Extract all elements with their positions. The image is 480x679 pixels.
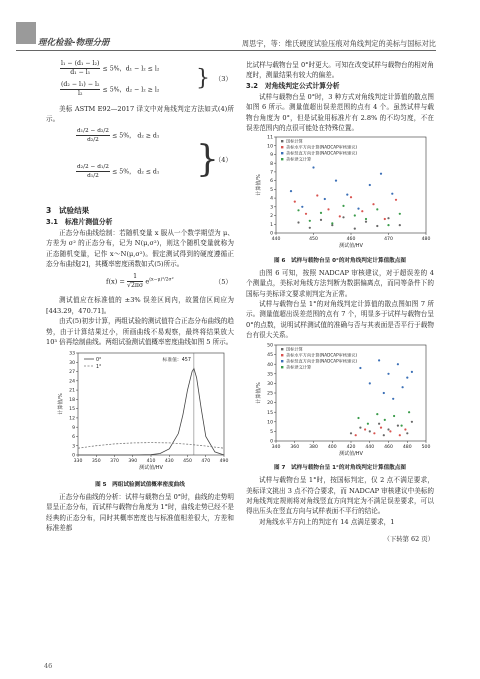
legend-swatch <box>281 354 283 356</box>
equation-5: f(x) = $\frac{1}{√2\pi\sigma}$ $e^{(x-\mu)^2/2\sigma^2}$ （5） <box>106 273 232 290</box>
page-header <box>0 0 480 56</box>
series-line-0 <box>78 369 224 456</box>
data-point-square <box>297 222 299 224</box>
eq3-denominator-2: l₂ <box>77 90 83 97</box>
x-tick-label: 480 <box>421 237 431 243</box>
data-point-diamond <box>376 209 378 211</box>
data-point-triangle <box>411 370 413 372</box>
data-point-circle <box>372 204 374 206</box>
y-tick-label: 10 <box>267 420 273 426</box>
eq5-numerator: 1 <box>127 273 143 282</box>
paragraph: 由图 6 可知，按照 NADCAP 审核建议，对于超误差的 4 个测量点，美标对角线方法判断为数据偏离点，而同等条件下的国标与美标译文要求则判定为正常。 <box>246 268 434 298</box>
x-axis-label: 测试值/HV <box>339 450 363 457</box>
legend-label: 国标计算 <box>286 138 303 144</box>
y-tick-label: 30 <box>69 361 75 367</box>
data-point-triangle <box>301 206 303 208</box>
x-tick-label: 470 <box>384 237 393 243</box>
data-point-square <box>387 428 389 430</box>
x-tick-label: 490 <box>219 459 229 465</box>
data-point-square <box>376 225 378 227</box>
journal-name: 理化检验-物理分册 <box>38 38 110 48</box>
data-point-square <box>387 218 389 220</box>
data-point-square <box>406 432 408 434</box>
data-point-diamond <box>297 210 299 212</box>
x-tick-label: 460 <box>384 444 393 450</box>
data-point-circle <box>389 430 391 432</box>
figure-7 <box>246 341 434 462</box>
subsection-heading: 3.1 标准片测值分析 <box>46 217 113 226</box>
data-point-diamond <box>331 223 333 225</box>
data-point-triangle <box>380 173 382 175</box>
data-point-square <box>320 219 322 221</box>
legend-label: 国标计算 <box>286 346 303 352</box>
y-tick-label: 0 <box>72 454 75 460</box>
y-tick-label: 21 <box>69 389 75 395</box>
eq4-condition-1b: d₂ ≥ d₁ <box>137 132 160 140</box>
right-column <box>246 60 434 550</box>
data-point-triangle <box>397 363 399 365</box>
data-point-diamond <box>365 218 367 220</box>
y-tick-label: 15 <box>69 407 75 413</box>
y-tick-label: 5 <box>270 188 273 194</box>
data-point-square <box>350 432 352 434</box>
data-point-circle <box>294 201 296 203</box>
x-tick-label: 440 <box>365 444 375 450</box>
x-tick-label: 390 <box>128 459 138 465</box>
y-tick-label: 11 <box>267 136 273 142</box>
eq4-condition-2b: d₂ ≤ d₁ <box>137 168 160 176</box>
legend-swatch <box>281 366 283 368</box>
y-tick-label: 18 <box>69 398 75 404</box>
y-tick-label: 4 <box>270 197 273 203</box>
paragraph: 测试值应在标准值的 ±3% 误差区间内，故置信区间应为[443.29，470.71]。 <box>46 296 234 315</box>
data-point-circle <box>339 216 341 218</box>
data-point-diamond <box>384 418 386 420</box>
data-point-diamond <box>401 424 403 426</box>
y-tick-label: 0 <box>270 439 273 445</box>
y-tick-label: 8 <box>270 162 273 168</box>
data-point-circle <box>384 218 386 220</box>
legend-label: 美标译文计算 <box>286 156 312 162</box>
data-point-triangle <box>387 372 389 374</box>
figure-5-caption: 图 5 两组试验测试值概率密度曲线 <box>95 481 185 488</box>
data-point-square <box>365 221 367 223</box>
subsection-heading: 3.2 对角线判定公式计算分析 <box>246 81 340 90</box>
paragraph: 比试样与载物台呈 0°时更大。可知在改变试样与载物台的相对角度时，测量结果有较大的偏差。 <box>246 61 434 80</box>
data-point-triangle <box>369 382 371 384</box>
paragraph: 对角线水平方向上的判定有 14 点满足要求，1 <box>259 517 395 526</box>
equation-4: $\frac{\text{d₁/2 − d₂/2}}{\text{d₂/2}}$ ≤ 5%， d₂ ≥ d₁ $\frac{\text{d₂/2 − d₁/2}}{\text{d₁/2}}$ ≤ 5%， d₂ ≤ d₁ } （4） <box>77 127 232 180</box>
data-point-triangle <box>346 194 348 196</box>
y-tick-label: 1 <box>270 223 273 229</box>
data-point-circle <box>404 428 406 430</box>
continued-note: （下转第 62 页） <box>383 534 434 543</box>
data-point-triangle <box>324 198 326 200</box>
legend-swatch <box>281 360 283 362</box>
paragraph: 由式(5)初步计算，两组试验的测试值符合正态分布曲线的趋势，由于计算结果过小，所画曲线不易观察，最终将结果放大 10³ 倍再绘制曲线。两组试验测试值概率密度曲线如图 5 所示。 <box>46 317 234 347</box>
legend-label: 0° <box>96 358 102 364</box>
data-point-circle <box>380 426 382 428</box>
legend-label: 美标译文计算 <box>286 364 312 370</box>
figure-6 <box>246 133 434 254</box>
data-point-triangle <box>406 376 408 378</box>
legend-swatch <box>281 348 283 350</box>
y-tick-label: 6 <box>72 435 75 441</box>
figure-7-caption: 图 7 试样与载物台呈 1°的对角线判定计算值散点图 <box>274 465 406 472</box>
data-point-diamond <box>393 415 395 417</box>
paragraph: 试样与载物台呈 0°时，3 种方式对角线判定计算值的散点图如图 6 所示。测量值超出误差范围的点有 4 个。虽然试样与载物台角度为 0°，但是试验用标准片有 2.8% 的不均匀度，不在误差范围内的点很可能处在特殊位置。 <box>246 92 434 133</box>
data-point-square <box>383 434 385 436</box>
x-tick-label: 470 <box>201 459 211 465</box>
x-tick-label: 420 <box>346 444 356 450</box>
legend-label: 美标竖直方向计算(NADCAP审核建议) <box>286 150 358 156</box>
data-point-diamond <box>342 205 344 207</box>
x-tick-label: 360 <box>290 444 300 450</box>
legend-swatch <box>281 152 283 154</box>
data-point-triangle <box>290 190 292 192</box>
paragraph: 正态分布曲线绘制：若随机变量 x 服从一个数学期望为 μ、方差为 σ² 的正态分布，记为 N(μ,σ²)，则这个随机变量就称为正态随机变量，记作 x～N(μ,σ²)。假定测试得到的硬度遵循正态分布曲线[2]，其概率密度函数如式(5)所示。 <box>46 228 234 269</box>
data-point-circle <box>350 197 352 199</box>
data-point-diamond <box>387 224 389 226</box>
x-tick-label: 450 <box>183 459 192 465</box>
x-tick-label: 440 <box>271 237 281 243</box>
y-tick-label: 33 <box>69 352 75 358</box>
legend-label: 美标竖直方向计算(NADCAP审核建议) <box>286 358 358 364</box>
data-point-diamond <box>309 220 311 222</box>
y-tick-label: 35 <box>267 372 273 378</box>
data-point-diamond <box>408 411 410 413</box>
data-point-square <box>309 227 311 229</box>
data-point-circle <box>361 211 363 213</box>
x-tick-label: 380 <box>309 444 318 450</box>
y-tick-label: 6 <box>270 179 273 185</box>
y-axis-label: 计算值/% <box>256 381 262 404</box>
x-tick-label: 430 <box>164 459 174 465</box>
eq4-condition-1: ≤ 5%， <box>112 132 136 140</box>
section-heading: 3 试验结果 <box>46 205 90 215</box>
paragraph: 试样与载物台呈 1°时，按国标判定，仅 2 点不满足要求，美标译文挑出 3 点不符合要求，而 NADCAP 审核建议中美标的对角线判定规则将对角线竖直方向判定为不满足误差要求，可以得出压头在竖直方向与试样表面不平行的结论。 <box>246 476 434 516</box>
y-tick-label: 9 <box>270 153 273 159</box>
eq5-lhs: f(x) = <box>106 277 125 286</box>
legend-label: 1° <box>96 365 102 371</box>
data-point-square <box>342 217 344 219</box>
eq3-number: （3） <box>214 75 232 83</box>
series-line-1 <box>78 443 224 449</box>
journal-logo-mark <box>16 22 36 44</box>
eq3-denominator-1: d₁ − l₁ <box>70 69 91 76</box>
paragraph: 试样与载物台呈 1°的对角线判定计算值的散点图如图 7 所示。测量值超出误差范围的点有 7 个，明显多于试样与载物台呈 0°的点数，说明试样测试值的准确与否与其表面是否平行于载物台有很大关系。 <box>246 300 434 340</box>
y-tick-label: 5 <box>270 429 273 435</box>
data-point-square <box>359 426 361 428</box>
data-point-triangle <box>392 397 394 399</box>
x-tick-label: 370 <box>110 459 119 465</box>
fig5-chart <box>46 347 234 475</box>
y-tick-label: 3 <box>72 444 75 450</box>
fig7-chart <box>246 341 434 459</box>
eq3-condition-1: ≤ 5%，d₁ − l₂ ≤ l₂ <box>102 65 160 73</box>
data-point-square <box>378 422 380 424</box>
equation-3: $\frac{\text{l₁ − (d₁ − l₂)}}{\text{d₁ − l₁}}$ ≤ 5%，d₁ − l₂ ≤ l₂ $\frac{\text{(d₂ − l₁) − l₂}}{\text{l₂}}$ ≤ 5%，d₂ − l₂ ≥ l₂ } （3） <box>61 60 232 97</box>
y-tick-label: 9 <box>72 426 75 432</box>
paragraph: 美标 ASTM E92—2017 译文中对角线判定方法如式(4)所示。 <box>46 105 234 124</box>
data-point-triangle <box>312 167 314 169</box>
paragraph: 正态分布曲线的分析：试样与载物台呈 0°时，曲线的走势明显呈正态分布，而试样与载物台角度为 1°时，曲线走势已经不是经典的正态分布，同时其概率密度也与标准值相差很大，方差和标准差都 <box>46 492 234 533</box>
legend-label: 美标水平方向计算(NADCAP审核建议) <box>286 352 358 358</box>
running-title: 周思宇，等：维氏硬度试验压痕对角线判定的美标与国标对比 <box>241 39 436 48</box>
x-tick-label: 330 <box>73 459 83 465</box>
y-tick-label: 10 <box>267 144 273 150</box>
x-tick-label: 340 <box>271 444 281 450</box>
y-tick-label: 0 <box>270 232 273 238</box>
data-point-triangle <box>335 180 337 182</box>
y-axis-label: 计算值/% <box>256 174 262 197</box>
standard-value-annotation: 标准值：457 <box>162 358 191 364</box>
eq5-number: （5） <box>214 278 232 287</box>
figure-5 <box>46 347 234 478</box>
x-tick-label: 450 <box>309 237 318 243</box>
eq3-numerator-2: (d₂ − l₁) − l₂ <box>61 81 100 88</box>
data-point-triangle <box>369 184 371 186</box>
y-tick-label: 50 <box>267 343 273 349</box>
eq5-denominator: √2πσ <box>127 282 144 290</box>
data-point-diamond <box>320 212 322 214</box>
y-tick-label: 7 <box>270 170 273 176</box>
legend-swatch <box>281 146 283 148</box>
y-tick-label: 25 <box>267 391 273 397</box>
data-point-diamond <box>367 422 369 424</box>
x-axis-label: 测试值/HV <box>339 243 363 250</box>
data-point-triangle <box>383 392 385 394</box>
y-axis-label: 计算值/% <box>58 393 64 416</box>
legend-swatch <box>281 158 283 160</box>
data-point-square <box>411 420 413 422</box>
data-point-circle <box>399 434 401 436</box>
data-point-triangle <box>357 208 359 210</box>
data-point-circle <box>327 209 329 211</box>
y-tick-label: 15 <box>267 410 273 416</box>
legend-label: 美标水平方向计算(NADCAP审核建议) <box>286 144 358 150</box>
data-point-circle <box>395 199 397 201</box>
data-point-square <box>397 424 399 426</box>
y-tick-label: 40 <box>267 362 273 368</box>
y-tick-label: 30 <box>267 381 273 387</box>
x-tick-label: 500 <box>421 444 431 450</box>
data-point-triangle <box>359 367 361 369</box>
data-point-diamond <box>399 213 401 215</box>
eq3-condition-2: ≤ 5%，d₂ − l₂ ≥ l₂ <box>102 86 160 94</box>
legend-swatch <box>281 140 283 142</box>
y-tick-label: 3 <box>270 205 273 211</box>
y-tick-label: 12 <box>69 416 75 422</box>
page-number: 46 <box>44 662 53 670</box>
data-point-diamond <box>354 215 356 217</box>
x-tick-label: 480 <box>402 444 412 450</box>
eq4-condition-2: ≤ 5%， <box>112 168 136 176</box>
x-axis-label: 测试值/HV <box>139 465 163 472</box>
header-rule <box>16 50 436 51</box>
x-tick-label: 410 <box>146 459 156 465</box>
data-point-circle <box>373 432 375 434</box>
y-tick-label: 2 <box>270 214 273 220</box>
y-tick-label: 45 <box>267 352 273 358</box>
figure-6-caption: 图 6 试样与载物台呈 0°的对角线判定计算值散点图 <box>274 257 406 264</box>
y-tick-label: 20 <box>267 400 273 406</box>
data-point-triangle <box>402 386 404 388</box>
x-tick-label: 400 <box>327 444 337 450</box>
data-point-square <box>369 430 371 432</box>
data-point-circle <box>355 434 357 436</box>
data-point-square <box>354 228 356 230</box>
data-point-circle <box>316 195 318 197</box>
eq3-numerator-1: l₁ − (d₁ − l₂) <box>61 60 100 67</box>
eq5-exponent: (x−μ)²/2σ² <box>149 277 174 283</box>
x-tick-label: 460 <box>346 237 356 243</box>
fig6-chart <box>246 133 434 251</box>
left-column <box>46 60 234 534</box>
data-point-triangle <box>391 193 393 195</box>
data-point-diamond <box>376 413 378 415</box>
data-point-circle <box>364 428 366 430</box>
eq4-number: （4） <box>214 155 232 164</box>
data-point-circle <box>305 213 307 215</box>
y-tick-label: 27 <box>69 370 75 376</box>
data-point-square <box>399 224 401 226</box>
x-tick-label: 350 <box>91 459 101 465</box>
y-tick-label: 24 <box>69 379 75 385</box>
data-point-diamond <box>357 417 359 419</box>
data-point-triangle <box>378 359 380 361</box>
